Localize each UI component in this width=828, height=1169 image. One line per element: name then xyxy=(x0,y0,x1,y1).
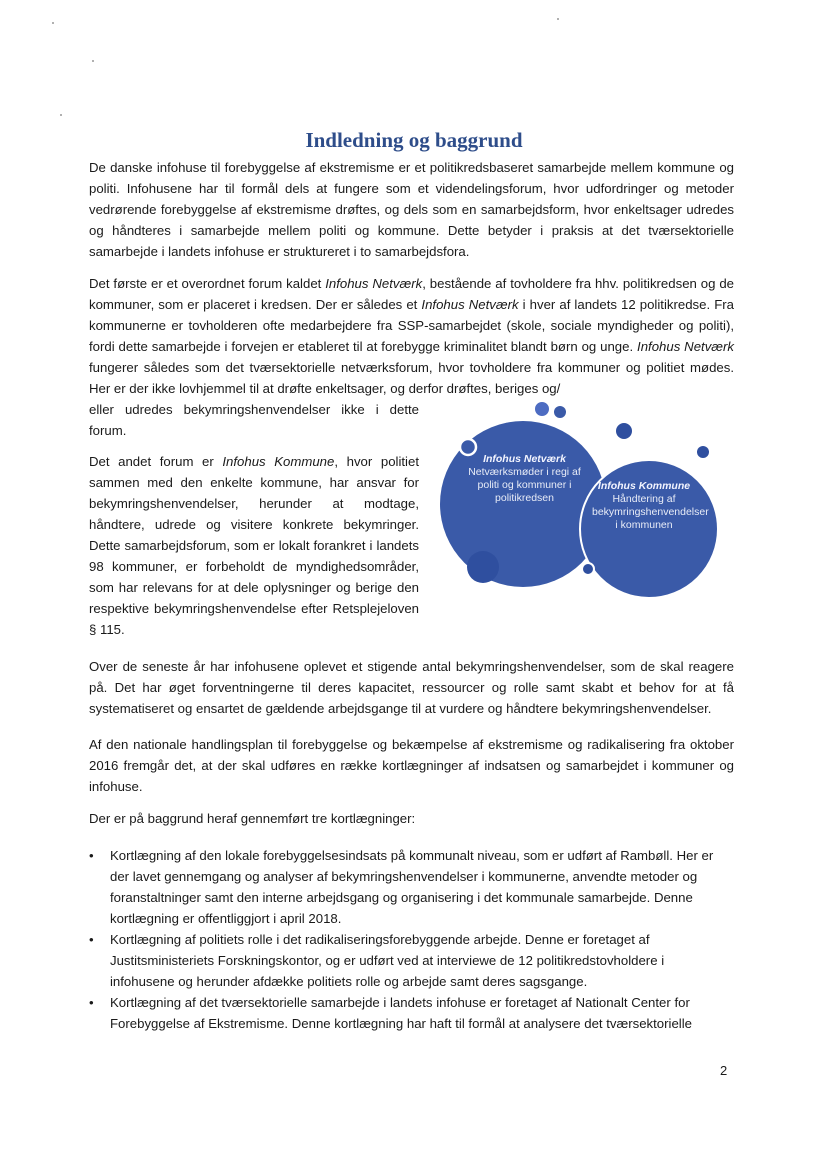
page-number: 2 xyxy=(720,1063,728,1078)
bullet-icon: • xyxy=(89,995,94,1010)
emphasis-infohus-netvaerk: Infohus Netværk xyxy=(325,276,423,291)
paragraph-increase: Over de seneste år har infohusene oplevet et stigende antal bekymringshenvendelser, som de skal reagere på. Det har øget forventningerne til deres kapacitet, ressourcer og rolle samt skabt et behov for at få systematiseret og ensartet de gældende arbejdsgange til at vurdere og håndtere bekymringshenvendelser. xyxy=(89,659,734,716)
bullet-icon: • xyxy=(89,932,94,947)
emphasis-infohus-netvaerk: Infohus Netværk xyxy=(421,297,519,312)
decor-dot xyxy=(554,406,566,418)
bullet-icon: • xyxy=(89,848,94,863)
paragraph-infohus-netvaerk: Det første er et overordnet forum kaldet Infohus Netværk, bestående af tovholdere fra hhv. politikredsen og de kommuner, som er placeret i kredsen. Der er således et Infohus Netværk i hver af landets 12 politikredse. Fra kommunerne er tovholderen ofte medarbejdere fra SSP-samarbejdet (skole, sociale myndigheder og politi), fordi dette samarbejde i forvejen er etableret til at forebygge kriminalitet blandt børn og unge. Infohus Netværk fungerer således som det tværsektorielle netværksforum, hvor tovholdere fra kommuner og politiet mødes. Her er der ikke lovhjemmel til at drøfte enkeltsager, og derfor drøftes, beriges og/ xyxy=(89,276,735,396)
page-title: Indledning og baggrund xyxy=(305,128,523,152)
decor-dot xyxy=(534,401,550,417)
decor-dot xyxy=(616,423,632,439)
infohus-diagram xyxy=(437,400,737,610)
infohus-kommune-label xyxy=(592,480,709,532)
list-item: • Kortlægning af politiets rolle i det radikaliseringsforebyggende arbejde. Denne er foretaget af Justitsministeriets Forskningskontor, og er udført ved at interviewe de 12 politikredstovholdere i infohusene og herunder afdække politiets rolle og arbejde samt deres sagsgange. xyxy=(89,929,729,992)
paragraph-action-plan: Af den nationale handlingsplan til forebyggelse og bekæmpelse af ekstremisme og radikalisering fra oktober 2016 fremgår det, at der skal udføres en række kortlægninger af indsatsen og samarbejdet i kommuner og infohuse. xyxy=(89,737,734,794)
scan-speck xyxy=(557,18,559,20)
paragraph-infohus-netvaerk-tail: eller udredes bekymringshenvendelser ikke i dette forum. xyxy=(89,402,419,438)
infohus-netvaerk-label xyxy=(467,453,582,505)
paragraph-intro: De danske infohuse til forebyggelse af ekstremisme er et politikredsbaseret samarbejde mellem kommune og politi. Infohusene har til formål dels at fungere som et videndelingsforum, hvor udfordringer og metoder vedrørende forebyggelse af ekstremisme drøftes, og dels som en samarbejdsform, hvor enkeltsager udredes og håndteres i samarbejde mellem politi og kommune. Dette betyder i praksis at det tværsektorielle samarbejde i landets infohuse er struktureret i to samarbejdsfora. xyxy=(89,160,734,259)
decor-dot xyxy=(697,446,709,458)
paragraph-mappings-intro: Der er på baggrund heraf gennemført tre kortlægninger: xyxy=(89,811,416,826)
infohus-kommune-text: Håndtering af bekymringshenvendelser i kommunen xyxy=(592,493,709,531)
emphasis-infohus-kommune: Infohus Kommune xyxy=(222,454,335,469)
paragraph-infohus-kommune: Det andet forum er Infohus Kommune, hvor politiet sammen med den enkelte kommune, har ansvar for bekymringshenvendelser, herunder at modtage, håndtere, udrede og visitere konkrete bekymringer. Dette samarbejdsforum, som er lokalt forankret i landets 98 kommuner, er forbeholdt de myndighedsområder, som har relevans for at dele oplysninger og berige den respektive bekymringshenvendelse efter Retsplejeloven § 115. xyxy=(89,454,419,637)
scan-speck xyxy=(92,60,94,62)
scan-speck xyxy=(52,22,54,24)
infohus-kommune-title: Infohus Kommune xyxy=(597,480,691,492)
decor-dot xyxy=(467,551,499,583)
decor-dot xyxy=(582,563,594,575)
mappings-list xyxy=(89,845,729,1034)
list-item: • Kortlægning af den lokale forebyggelsesindsats på kommunalt niveau, som er udført af Rambøll. Her er der lavet gennemgang og analyser af bekymringshenvendelser i kommunerne, anvendte metoder og foranstaltninger samt den interne arbejdsgang og organisering i det kommunale samarbejde. Denne kortlægning er offentliggjort i april 2018. xyxy=(89,845,729,929)
list-item: • Kortlægning af det tværsektorielle samarbejde i landets infohuse er foretaget af Nationalt Center for Forebyggelse af Ekstremisme. Denne kortlægning har haft til formål at analysere det tværsektorielle xyxy=(89,992,729,1034)
emphasis-infohus-netvaerk: Infohus Netværk xyxy=(637,339,735,354)
scan-speck xyxy=(60,114,62,116)
infohus-netvaerk-text: Netværksmøder i regi af politi og kommuner i politikredsen xyxy=(468,466,581,504)
infohus-netvaerk-title: Infohus Netværk xyxy=(483,453,566,465)
